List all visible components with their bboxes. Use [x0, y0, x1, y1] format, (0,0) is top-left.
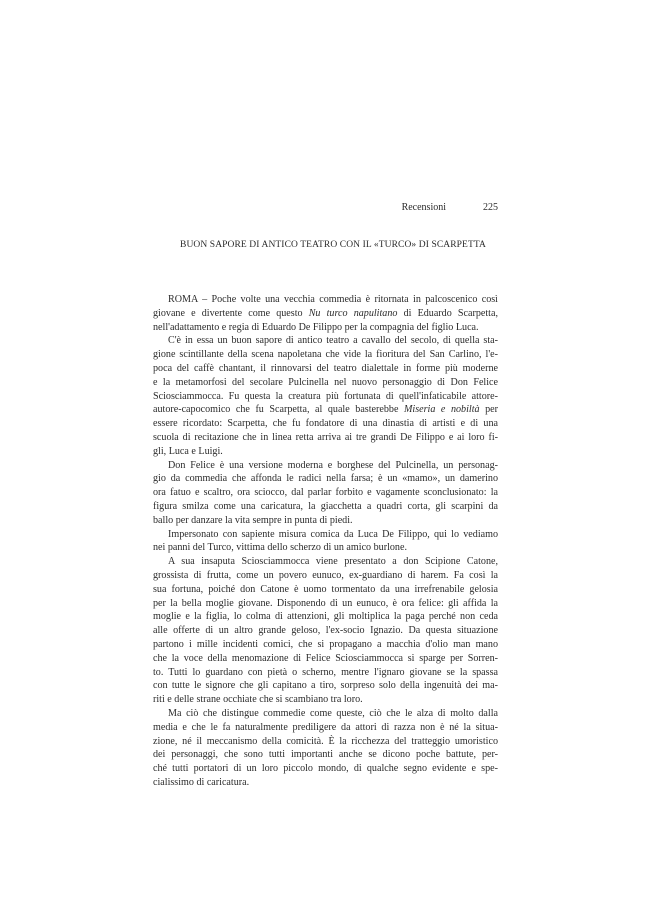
paragraph [153, 334, 498, 458]
text-line: ballo per danzare la vita sempre in punta di piedi. [153, 514, 353, 526]
running-header [168, 202, 498, 216]
text-line: grossista di frutta, come un povero eunuco, ex-guardiano di harem. Fa così la [153, 569, 498, 581]
italic-title: Nu turco napulitano [308, 307, 398, 319]
paragraph [153, 707, 498, 790]
text-line: e la metamorfosi del secolare Pulcinella nel nuovo personaggio di Don Felice [153, 376, 498, 388]
text-line: Impersonato con sapiente misura comica da Luca De Filippo, qui lo vediamo [168, 528, 498, 540]
text-line: autore-capocomico che fu Scarpetta, al quale basterebbe Miseria e nobiltà per [153, 404, 498, 416]
text-line: ché tutti portatori di un loro piccolo mondo, di qualche segno evidente e spe- [153, 763, 498, 775]
text-line: partono i mille incidenti comici, che si propagano a macchia d'olio man mano [153, 638, 498, 650]
text-line: Don Felice è una versione moderna e borghese del Pulcinella, un personag- [168, 459, 498, 471]
text-line: gli, Luca e Luigi. [153, 445, 223, 457]
text-line: giovane e divertente come questo Nu turco napulitano di Eduardo Scarpetta, [153, 307, 498, 319]
text-line: cialissimo di caricatura. [153, 776, 250, 788]
text-line: A sua insaputa Sciosciammocca viene presentato a don Scipione Catone, [168, 556, 498, 568]
text-line: C'è in essa un buon sapore di antico teatro a cavallo del secolo, di quella sta- [168, 335, 498, 347]
article-title: BUON SAPORE DI ANTICO TEATRO CON IL «TURCO» DI SCARPETTA [180, 240, 486, 250]
text-line: gio da commedia che affonda le radici nella farsa; è un «mamo», un damerino [153, 473, 498, 485]
paragraph [153, 293, 498, 334]
text-line: Sciosciammocca. Fu questa la creatura più fortunata di quell'infaticabile attore- [153, 390, 498, 402]
text-line: riti e delle strane occhiate che si scambiano tra loro. [153, 694, 363, 706]
page-number: 225 [483, 202, 498, 213]
text-line: con tutte le signore che gli capitano a tiro, sorpreso solo della ingenuità dei ma- [153, 680, 498, 692]
text-line: gione scintillante della scena napoletana che vide la fioritura del San Carlino, l'e- [153, 349, 498, 361]
text-line: ROMA – Poche volte una vecchia commedia è ritornata in palcoscenico così [168, 294, 498, 305]
paragraph [153, 528, 498, 556]
text-line: figura smilza come una caricatura, la giacchetta a quadri corta, gli scarpini da [153, 500, 498, 512]
text-line: essere ricordato: Scarpetta, che fu fondatore di una dinastia di artisti e di una [153, 418, 498, 430]
text-line: nei panni del Turco, vittima dello scherzo di un amico burlone. [153, 542, 407, 554]
text-line: ora fatuo e scaltro, ora sciocco, dal parlar forbito e vagamente sconclusionato: la [153, 487, 498, 499]
text-line: dei personaggi, che sono tutti importanti anche se dicono poche battute, per- [153, 749, 498, 761]
text-line: media e che le fa naturalmente prediligere da attori di razza non è né la situa- [153, 721, 498, 733]
text-line: to. Tutti lo guardano con pietà o scherno, mentre l'ignaro giovane se la spassa [153, 666, 498, 678]
text-line: che la voce della menomazione di Felice Sciosciammocca si sparge per Sorren- [153, 652, 498, 664]
text-line: moglie e la figlia, lo colma di attenzioni, gli moltiplica la paga perché non ceda [153, 611, 498, 623]
text-line: poca del caffè chantant, il rinnovarsi del teatro dialettale in forme più moderne [153, 362, 498, 374]
paragraph [153, 555, 498, 707]
text-line: alle offerte di un altro grande geloso, l'ex-socio Ignazio. Da questa situazione [153, 625, 498, 637]
section-name: Recensioni [401, 202, 446, 213]
text-line: scuola di recitazione che in linea retta arriva ai tre grandi De Filippo e ai loro fi- [153, 431, 498, 443]
italic-title: Miseria e nobiltà [403, 404, 480, 416]
text-line: zione, né il meccanismo della comicità. È la ricchezza del tratteggio umoristico [153, 735, 498, 747]
text-line: nell'adattamento e regia di Eduardo De Filippo per la compagnia del figlio Luca. [153, 321, 479, 333]
text-line: sua fortuna, poiché don Catone è uomo tormentato da una irrefrenabile gelosia [153, 583, 498, 595]
text-line: per la bella moglie giovane. Disponendo di un eunuco, è ora felice: gli affida la [153, 597, 498, 609]
text-line: Ma ciò che distingue commedie come queste, ciò che le alza di molto dalla [168, 707, 498, 719]
paragraph [153, 459, 498, 528]
article-body [153, 293, 498, 790]
